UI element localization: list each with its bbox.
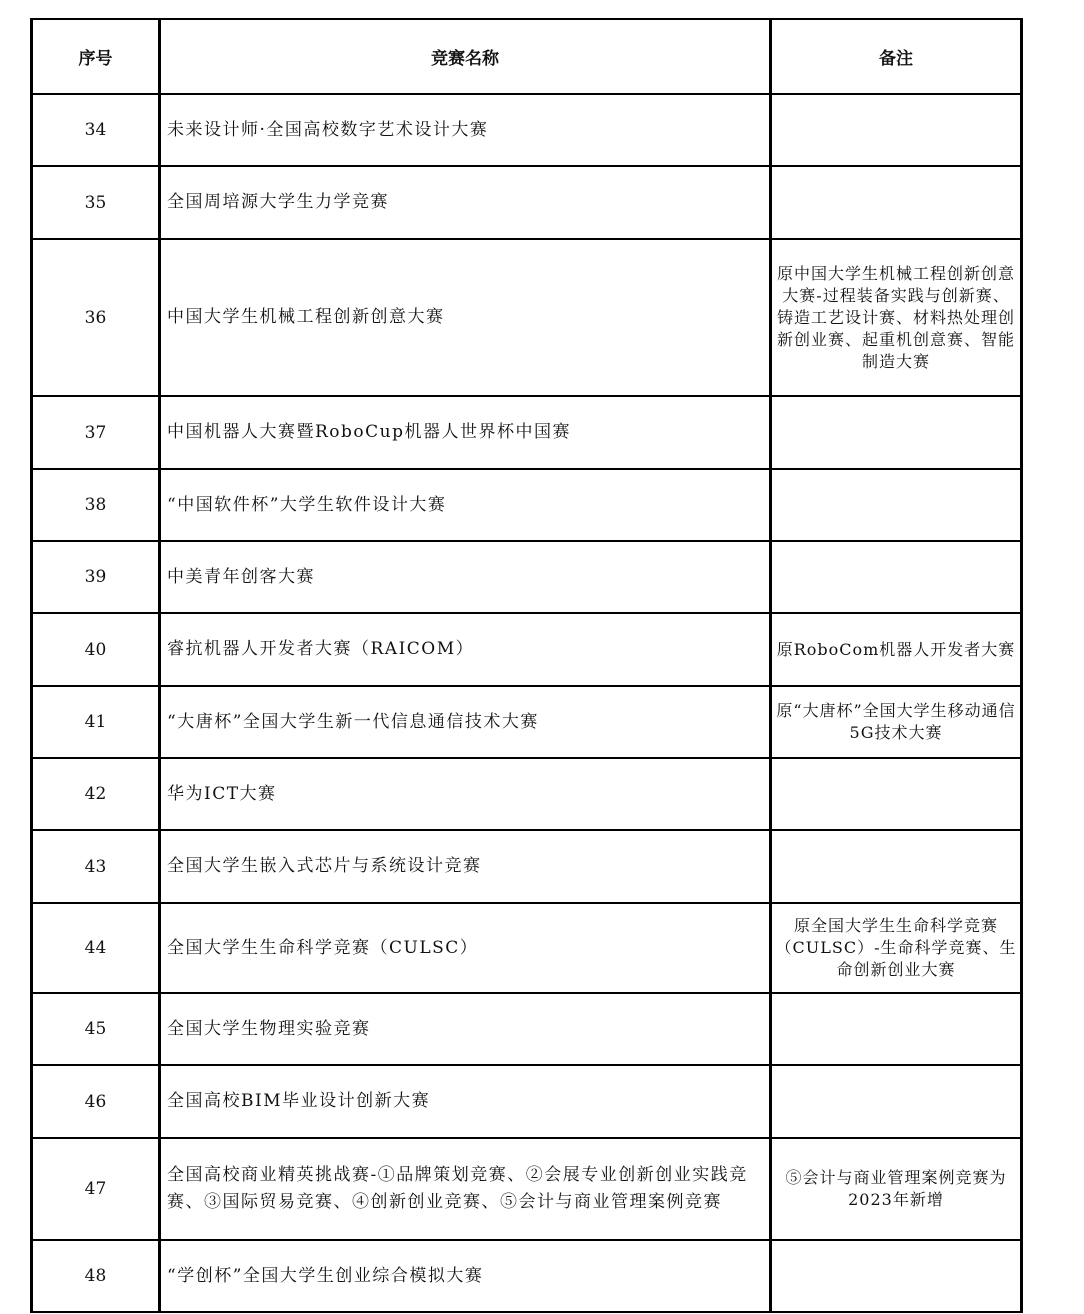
table-row: [32, 903, 1022, 993]
remark: [771, 1065, 1022, 1138]
row-number: 37: [32, 396, 160, 469]
row-number: 41: [32, 686, 160, 758]
row-number: 43: [32, 830, 160, 903]
remark: 原中国大学生机械工程创新创意大赛-过程装备实践与创新赛、铸造工艺设计赛、材料热处理创新创业赛、起重机创意赛、智能制造大赛: [771, 239, 1022, 396]
table-row: [32, 94, 1022, 166]
remark: [771, 166, 1022, 239]
table-row: [32, 830, 1022, 903]
table-row: [32, 758, 1022, 830]
remark: [771, 396, 1022, 469]
row-number: 34: [32, 94, 160, 166]
row-number: 46: [32, 1065, 160, 1138]
remark: 原RoboCom机器人开发者大赛: [771, 613, 1022, 686]
remark: ⑤会计与商业管理案例竞赛为2023年新增: [771, 1138, 1022, 1240]
remark: [771, 541, 1022, 613]
table-row: [32, 469, 1022, 541]
table-row: [32, 239, 1022, 396]
competition-table: [30, 18, 1023, 1313]
remark: 原“大唐杯”全国大学生移动通信5G技术大赛: [771, 686, 1022, 758]
competition-name: 睿抗机器人开发者大赛（RAICOM）: [160, 613, 771, 686]
remark: [771, 469, 1022, 541]
competition-name: 中美青年创客大赛: [160, 541, 771, 613]
row-number: 42: [32, 758, 160, 830]
table-row: [32, 613, 1022, 686]
competition-name: 华为ICT大赛: [160, 758, 771, 830]
competition-name: “学创杯”全国大学生创业综合模拟大赛: [160, 1240, 771, 1312]
header-remarks: 备注: [771, 19, 1022, 94]
table-header-row: [32, 19, 1022, 94]
remark: [771, 1240, 1022, 1312]
competition-name: 全国大学生物理实验竞赛: [160, 993, 771, 1065]
table-row: [32, 993, 1022, 1065]
row-number: 45: [32, 993, 160, 1065]
competition-name: 全国高校商业精英挑战赛-①品牌策划竞赛、②会展专业创新创业实践竞赛、③国际贸易竞赛、④创新创业竞赛、⑤会计与商业管理案例竞赛: [160, 1138, 771, 1240]
row-number: 35: [32, 166, 160, 239]
row-number: 40: [32, 613, 160, 686]
header-serial-number: 序号: [32, 19, 160, 94]
row-number: 38: [32, 469, 160, 541]
table-row: [32, 166, 1022, 239]
competition-name: “大唐杯”全国大学生新一代信息通信技术大赛: [160, 686, 771, 758]
table-row: [32, 1138, 1022, 1240]
competition-name: 全国高校BIM毕业设计创新大赛: [160, 1065, 771, 1138]
row-number: 48: [32, 1240, 160, 1312]
table-row: [32, 396, 1022, 469]
competition-name: 未来设计师·全国高校数字艺术设计大赛: [160, 94, 771, 166]
table-row: [32, 1240, 1022, 1312]
remark: [771, 758, 1022, 830]
row-number: 44: [32, 903, 160, 993]
table-row: [32, 541, 1022, 613]
row-number: 39: [32, 541, 160, 613]
competition-name: “中国软件杯”大学生软件设计大赛: [160, 469, 771, 541]
table-row: [32, 686, 1022, 758]
remark: [771, 94, 1022, 166]
table-row: [32, 1065, 1022, 1138]
competition-name: 全国大学生嵌入式芯片与系统设计竞赛: [160, 830, 771, 903]
remark: 原全国大学生生命科学竞赛（CULSC）-生命科学竞赛、生命创新创业大赛: [771, 903, 1022, 993]
competition-name: 全国大学生生命科学竞赛（CULSC）: [160, 903, 771, 993]
competition-name: 全国周培源大学生力学竞赛: [160, 166, 771, 239]
competition-name: 中国机器人大赛暨RoboCup机器人世界杯中国赛: [160, 396, 771, 469]
remark: [771, 993, 1022, 1065]
row-number: 36: [32, 239, 160, 396]
row-number: 47: [32, 1138, 160, 1240]
competition-name: 中国大学生机械工程创新创意大赛: [160, 239, 771, 396]
remark: [771, 830, 1022, 903]
header-competition-name: 竞赛名称: [160, 19, 771, 94]
